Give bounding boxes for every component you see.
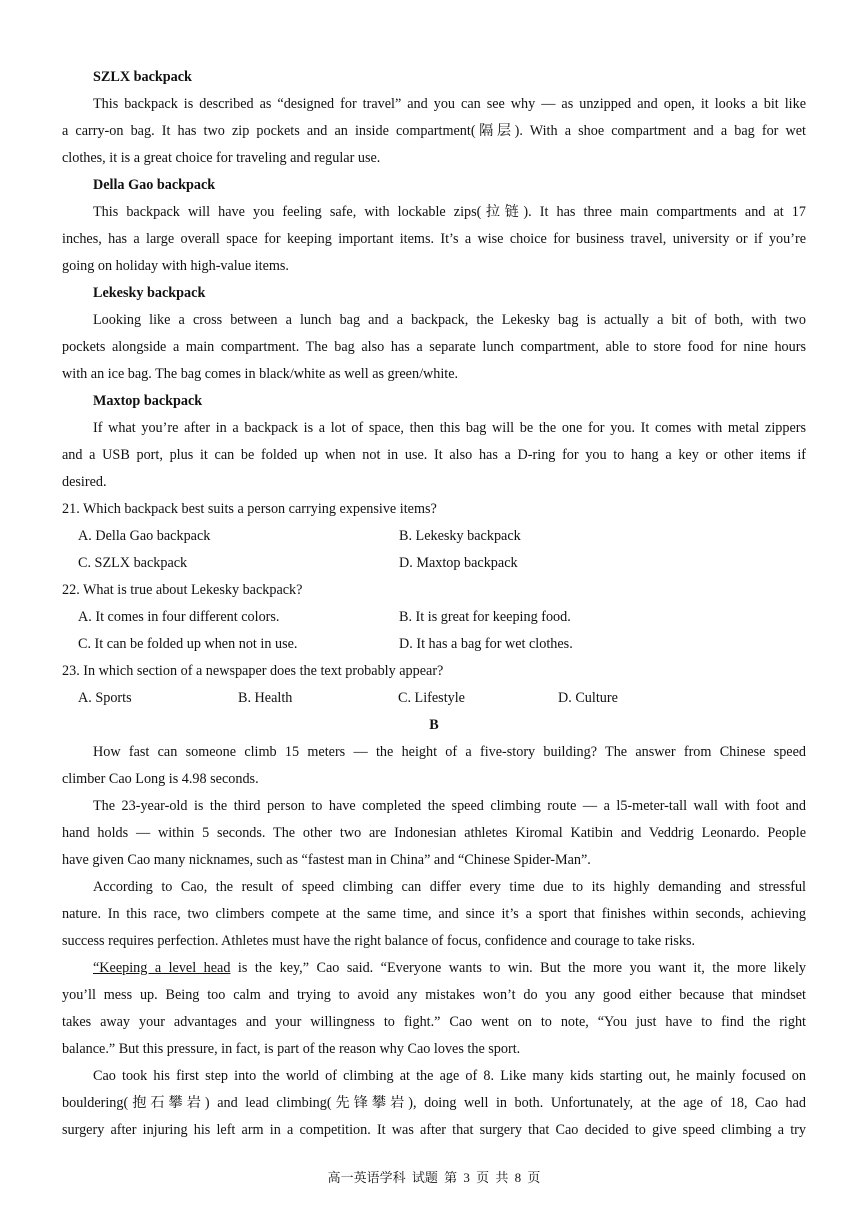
text-line: bouldering(抱石攀岩) and lead climbing(先锋攀岩), doing well in both. Unfortunately, at the age of 18, Cao had [62, 1095, 806, 1111]
option-b[interactable]: B. Health [238, 690, 293, 706]
text-line: a carry-on bag. It has two zip pockets and an inside compartment(隔层). With a shoe compartment and a bag for wet [62, 123, 806, 139]
text-line: and a USB port, plus it can be folded up when not in use. It also has a D-ring for you to hang a key or other items if [62, 447, 806, 463]
exam-page [62, 64, 806, 1144]
text-line [62, 955, 806, 982]
text-line: inches, has a large overall space for keeping important items. It’s a wise choice for business travel, university or if you’re [62, 231, 806, 247]
text-line: surgery after injuring his left arm in a competition. It was after that surgery that Cao decided to give speed climbing a try [62, 1122, 806, 1138]
text-line: climber Cao Long is 4.98 seconds. [62, 771, 259, 787]
question-21-stem: 21. Which backpack best suits a person carrying expensive items? [62, 501, 437, 517]
text-line: This backpack is described as “designed for travel” and you can see why — as unzipped and open, it looks a bit like [93, 96, 806, 112]
backpack-heading: Lekesky backpack [93, 285, 206, 301]
question-21-options-row-2 [62, 550, 806, 577]
option-c[interactable]: C. SZLX backpack [78, 555, 188, 571]
page-footer: 高一英语学科 试题 第 3 页 共 8 页 [327, 1170, 541, 1185]
question-23-options [62, 685, 806, 712]
option-b[interactable]: B. Lekesky backpack [399, 528, 521, 544]
underlined-phrase: “Keeping a level head [93, 960, 231, 976]
text-line: Looking like a cross between a lunch bag and a backpack, the Lekesky bag is actually a bit of both, with two [93, 312, 806, 328]
backpack-heading: Maxtop backpack [93, 393, 203, 409]
question-21-options-row-1 [62, 523, 806, 550]
text-line: takes away your advantages and your willingness to fight.” Cao went on to note, “You just have to find the right [62, 1014, 806, 1030]
text-line: According to Cao, the result of speed climbing can differ every time due to its highly demanding and stressful [93, 879, 806, 895]
option-c[interactable]: C. Lifestyle [398, 690, 465, 706]
option-a[interactable]: A. Sports [78, 690, 132, 706]
text-line: hand holds — within 5 seconds. The other two are Indonesian athletes Kiromal Katibin and Veddrig Leonardo. People [62, 825, 806, 841]
text-line: have given Cao many nicknames, such as “fastest man in China” and “Chinese Spider-Man”. [62, 852, 591, 868]
text-run: is the key,” Cao said. “Everyone wants to win. But the more you want it, the more likely [230, 960, 806, 976]
text-line: desired. [62, 474, 107, 490]
question-22-stem: 22. What is true about Lekesky backpack? [62, 582, 303, 598]
question-22-options-row-2 [62, 631, 806, 658]
question-23-stem: 23. In which section of a newspaper does the text probably appear? [62, 663, 444, 679]
text-line: balance.” But this pressure, in fact, is part of the reason why Cao loves the sport. [62, 1041, 521, 1057]
backpack-heading: SZLX backpack [93, 69, 192, 85]
text-line: Cao took his first step into the world of climbing at the age of 8. Like many kids starting out, he mainly focused on [93, 1068, 806, 1084]
option-a[interactable]: A. Della Gao backpack [78, 528, 211, 544]
text-line: The 23-year-old is the third person to have completed the speed climbing route — a l5-meter-tall wall with foot and [93, 798, 806, 814]
text-line: This backpack will have you feeling safe, with lockable zips(拉链). It has three main compartments and at 17 [93, 204, 806, 220]
question-22-options-row-1 [62, 604, 806, 631]
text-line: How fast can someone climb 15 meters — the height of a five-story building? The answer from Chinese speed [93, 744, 806, 760]
option-d[interactable]: D. Culture [558, 690, 618, 706]
option-d[interactable]: D. Maxtop backpack [399, 555, 518, 571]
text-line: clothes, it is a great choice for traveling and regular use. [62, 150, 381, 166]
backpack-heading: Della Gao backpack [93, 177, 216, 193]
text-line: going on holiday with high-value items. [62, 258, 289, 274]
text-line: pockets alongside a main compartment. The bag also has a separate lunch compartment, able to store food for nine hours [62, 339, 806, 355]
text-line: If what you’re after in a backpack is a lot of space, then this bag will be the one for you. It comes with metal zippers [93, 420, 806, 436]
text-line: success requires perfection. Athletes must have the right balance of focus, confidence and courage to take risks. [62, 933, 696, 949]
option-b[interactable]: B. It is great for keeping food. [399, 609, 571, 625]
text-line: you’ll mess up. Being too calm and trying to avoid any mistakes won’t do you any good either because that mindset [62, 987, 806, 1003]
section-b-heading: B [429, 717, 439, 733]
text-line: with an ice bag. The bag comes in black/white as well as green/white. [62, 366, 459, 382]
text-line: nature. In this race, two climbers compete at the same time, and since it’s a sport that finishes within seconds, achieving [62, 906, 806, 922]
option-a[interactable]: A. It comes in four different colors. [78, 609, 280, 625]
option-c[interactable]: C. It can be folded up when not in use. [78, 636, 298, 652]
option-d[interactable]: D. It has a bag for wet clothes. [399, 636, 573, 652]
